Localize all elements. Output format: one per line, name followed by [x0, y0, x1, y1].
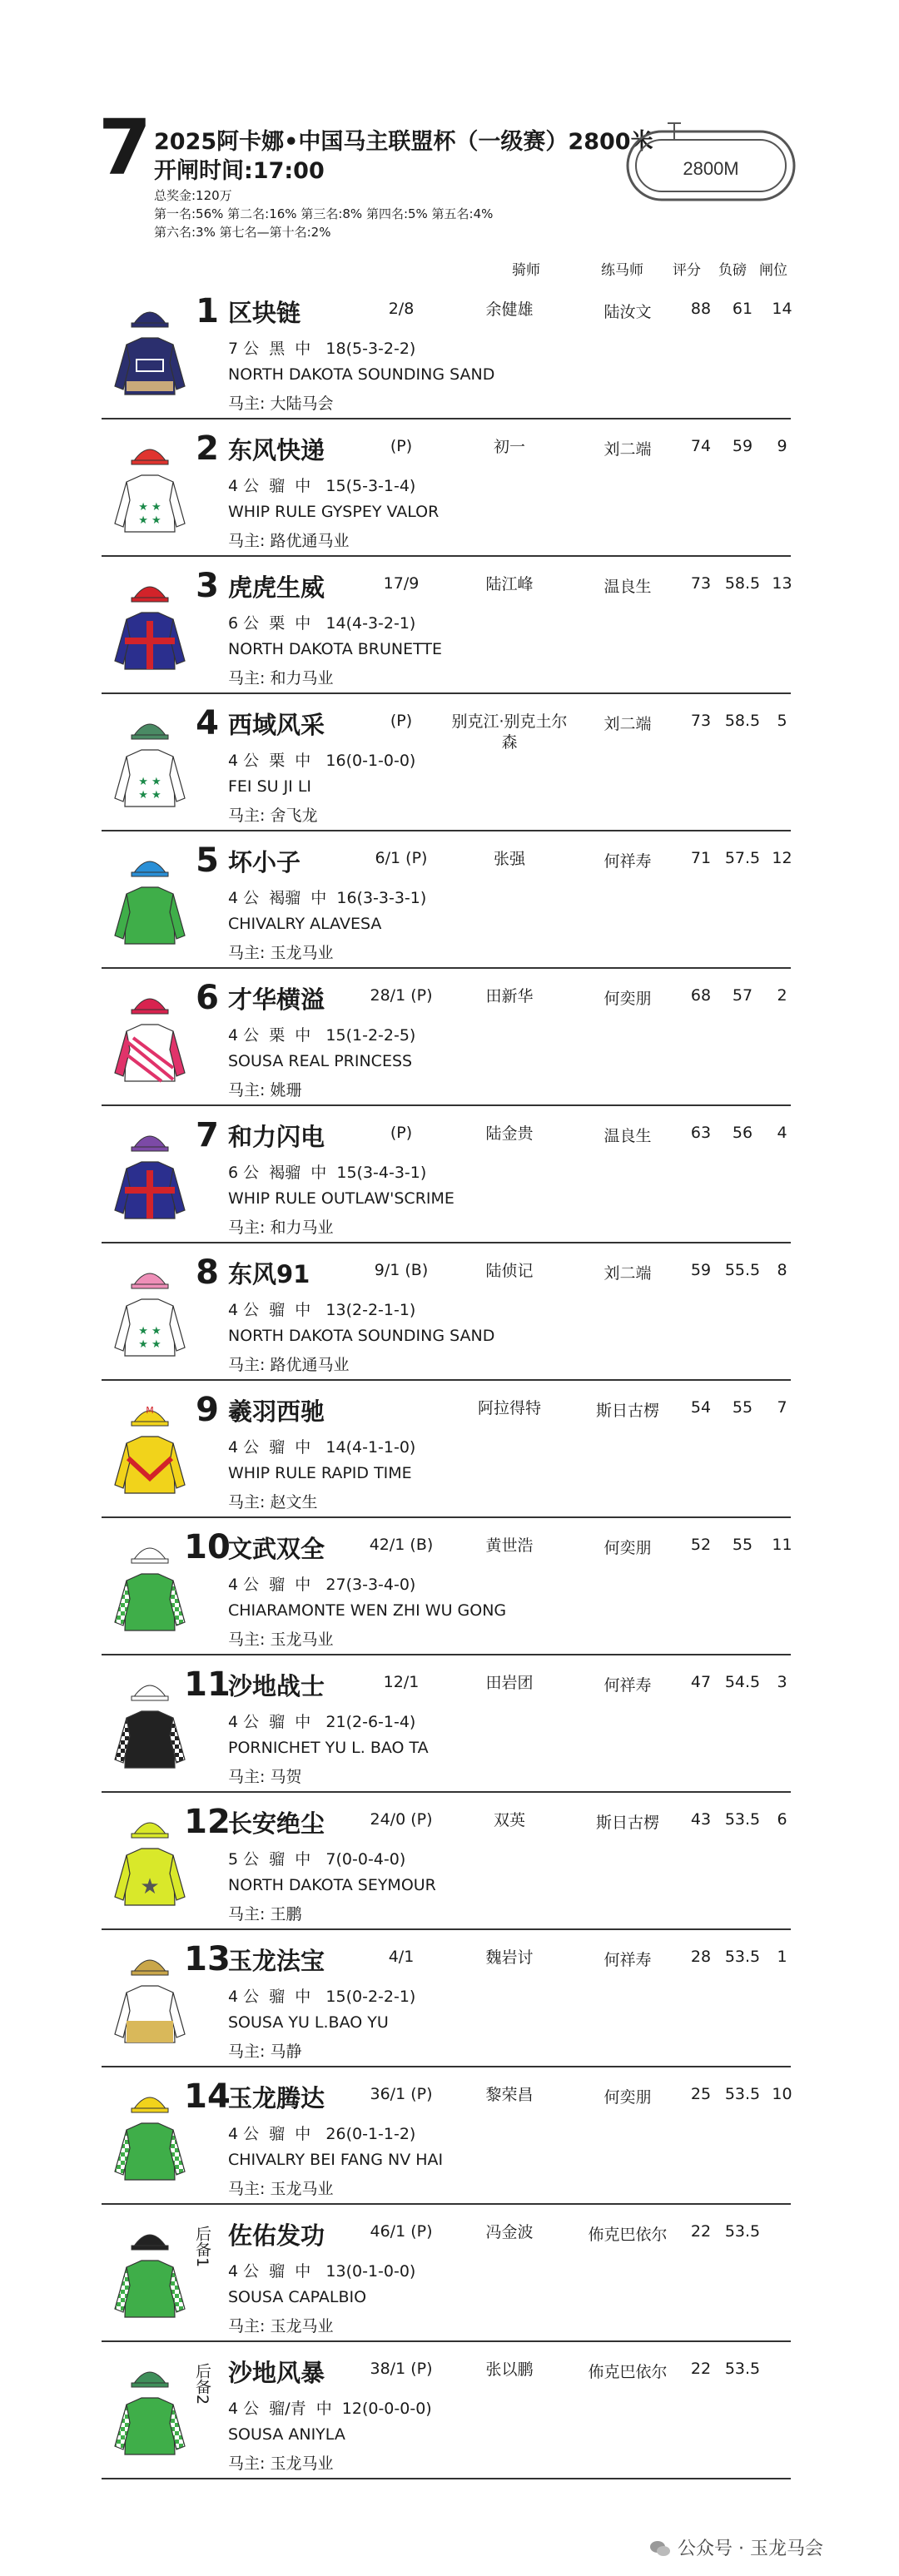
barrier-draw: 7 — [777, 1398, 787, 1417]
horse-owner: 马主: 王鹏 — [228, 1905, 302, 1923]
horse-name: 坏小子 — [228, 848, 301, 876]
runner-row — [102, 1380, 791, 1518]
horse-owner: 马主: 姚珊 — [228, 1081, 302, 1099]
wechat-icon — [649, 2540, 671, 2557]
horse-rating: 25 — [690, 2085, 712, 2103]
jockey-name: 余健雄 — [485, 300, 534, 319]
barrier-draw: 3 — [777, 1673, 787, 1691]
carried-weight: 58.5 — [724, 712, 761, 730]
jockey-name: 黄世浩 — [485, 1536, 534, 1555]
jockey-name: 田岩团 — [485, 1674, 534, 1692]
jockey-name: 魏岩讨 — [485, 1948, 534, 1967]
horse-name: 羲羽西驰 — [228, 1397, 325, 1426]
carried-weight: 58.5 — [724, 574, 761, 593]
horse-pedigree: CHIARAMONTE WEN ZHI WU GONG — [228, 1601, 507, 1620]
horse-owner: 马主: 玉龙马业 — [228, 944, 334, 962]
horse-odds: 6/1 (P) — [375, 849, 428, 867]
horse-pedigree: NORTH DAKOTA BRUNETTE — [228, 640, 443, 658]
horse-rating: 22 — [690, 2222, 712, 2241]
green-check-sleeves-silk-icon — [108, 2219, 191, 2319]
barrier-draw: 5 — [777, 712, 787, 730]
footer-credit — [649, 2534, 823, 2560]
svg-text:★ ★: ★ ★ — [138, 501, 161, 514]
horse-odds: 24/0 (P) — [370, 1810, 433, 1829]
track-diagram-icon — [616, 117, 801, 208]
horse-info: 4 公 骝 中 15(5-3-1-4) — [228, 477, 416, 495]
runner-number: 10 — [184, 1528, 231, 1566]
horse-owner: 马主: 大陆马会 — [228, 395, 334, 413]
runner-row — [102, 556, 791, 694]
svg-text:★ ★: ★ ★ — [138, 776, 161, 788]
horse-pedigree: SOUSA YU L.BAO YU — [228, 2013, 389, 2032]
horse-name: 区块链 — [228, 299, 301, 327]
barrier-draw: 13 — [772, 574, 792, 593]
horse-name: 玉龙腾达 — [228, 2084, 325, 2112]
horse-owner: 马主: 玉龙马业 — [228, 2317, 334, 2335]
barrier-draw: 2 — [777, 986, 787, 1005]
carried-weight: 59 — [732, 437, 753, 455]
horse-pedigree: SOUSA REAL PRINCESS — [228, 1052, 413, 1070]
horse-owner: 马主: 赵文生 — [228, 1493, 318, 1511]
race-title: 2025阿卡娜•中国马主联盟杯（一级赛）2800米 — [154, 129, 653, 155]
race-number: 7 — [98, 103, 152, 192]
horse-info: 4 公 骝/青 中 12(0-0-0-0) — [228, 2400, 432, 2418]
horse-rating: 22 — [690, 2360, 712, 2378]
runner-number: 13 — [184, 1940, 231, 1978]
horse-info: 4 公 褐骝 中 16(3-3-3-1) — [228, 889, 427, 907]
horse-odds: (P) — [390, 712, 413, 730]
barrier-draw: 9 — [777, 437, 787, 455]
runner-row — [102, 1792, 791, 1930]
trainer-name: 温良生 — [603, 578, 652, 596]
horse-odds: 9/1 (B) — [374, 1261, 429, 1279]
jockey-name: 黎荣昌 — [485, 2086, 534, 2104]
runner-row — [102, 2204, 791, 2342]
jockey-name: 别克江·别克土尔森 — [451, 712, 568, 752]
horse-name: 西域风采 — [228, 711, 325, 739]
barrier-draw: 14 — [772, 300, 792, 318]
svg-text:M: M — [146, 1405, 154, 1416]
trainer-name: 刘二端 — [603, 440, 652, 459]
column-trainer: 练马师 — [601, 262, 643, 279]
jockey-name: 田新华 — [485, 987, 534, 1005]
horse-pedigree: NORTH DAKOTA SOUNDING SAND — [228, 1327, 495, 1345]
trainer-name: 佈克巴依尔 — [588, 2226, 668, 2244]
horse-pedigree: WHIP RULE GYSPEY VALOR — [228, 503, 440, 521]
horse-rating: 59 — [690, 1261, 712, 1279]
runner-number: 9 — [196, 1391, 219, 1429]
horse-owner: 马主: 路优通马业 — [228, 1356, 350, 1374]
green-check-sleeves-silk-icon — [108, 2356, 191, 2456]
horse-rating: 74 — [690, 437, 712, 455]
runner-row — [102, 419, 791, 557]
runner-number: 6 — [196, 979, 219, 1017]
column-jockey: 骑师 — [512, 262, 540, 279]
jockey-name: 陆金贵 — [485, 1124, 534, 1143]
horse-owner: 马主: 和力马业 — [228, 1219, 334, 1237]
horse-info: 6 公 褐骝 中 15(3-4-3-1) — [228, 1164, 427, 1182]
horse-pedigree: FEI SU JI LI — [228, 777, 312, 796]
track-distance-label: 2800M — [683, 158, 739, 179]
horse-info: 4 公 骝 中 26(0-1-1-2) — [228, 2125, 416, 2143]
horse-name: 虎虎生威 — [228, 573, 325, 602]
trainer-name: 何祥寿 — [603, 1951, 652, 1969]
horse-owner: 马主: 马贺 — [228, 1768, 302, 1786]
carried-weight: 53.5 — [724, 2360, 761, 2378]
runner-number: 1 — [196, 292, 219, 330]
prize-split-2: 第六名:3% 第七名—第十名:2% — [154, 225, 331, 240]
horse-rating: 73 — [690, 574, 712, 593]
jockey-name: 初一 — [493, 438, 525, 456]
reserve-label: 后备1 — [193, 2226, 211, 2268]
runner-row — [102, 831, 791, 969]
carried-weight: 53.5 — [724, 1948, 761, 1966]
trainer-name: 佈克巴依尔 — [588, 2363, 668, 2381]
horse-pedigree: CHIVALRY ALAVESA — [228, 915, 382, 933]
jockey-name: 双英 — [493, 1811, 525, 1829]
horse-name: 沙地战士 — [228, 1672, 325, 1700]
barrier-draw: 12 — [772, 849, 792, 867]
trainer-name: 何奕朋 — [603, 990, 652, 1008]
horse-rating: 71 — [690, 849, 712, 867]
barrier-draw: 4 — [777, 1124, 787, 1142]
jockey-name: 张强 — [493, 850, 525, 868]
horse-info: 4 公 栗 中 15(1-2-2-5) — [228, 1026, 416, 1045]
carried-weight: 53.5 — [724, 2085, 761, 2103]
race-header — [0, 0, 899, 258]
horse-info: 4 公 栗 中 16(0-1-0-0) — [228, 752, 416, 770]
trainer-name: 温良生 — [603, 1127, 652, 1145]
runner-number: 7 — [196, 1116, 219, 1154]
column-rating: 评分 — [673, 262, 701, 279]
runner-number: 11 — [184, 1665, 231, 1704]
horse-pedigree: WHIP RULE RAPID TIME — [228, 1464, 412, 1482]
horse-owner: 马主: 舍飞龙 — [228, 807, 318, 825]
horse-pedigree: NORTH DAKOTA SEYMOUR — [228, 1876, 436, 1894]
horse-name: 才华横溢 — [228, 985, 325, 1014]
runner-row — [102, 2067, 791, 2205]
svg-text:★ ★: ★ ★ — [138, 514, 161, 527]
runner-row — [102, 1655, 791, 1793]
horse-owner: 马主: 路优通马业 — [228, 532, 350, 550]
runner-number: 8 — [196, 1253, 219, 1292]
carried-weight: 53.5 — [724, 2222, 761, 2241]
horse-info: 7 公 黑 中 18(5-3-2-2) — [228, 340, 416, 358]
horse-info: 4 公 骝 中 13(0-1-0-0) — [228, 2262, 416, 2281]
trainer-name: 何祥寿 — [603, 852, 652, 871]
runner-row — [102, 968, 791, 1106]
carried-weight: 56 — [732, 1124, 753, 1142]
runner-row — [102, 1929, 791, 2067]
horse-odds: 36/1 (P) — [370, 2085, 433, 2103]
horse-pedigree: SOUSA ANIYLA — [228, 2425, 345, 2444]
runner-number: 12 — [184, 1803, 231, 1841]
runner-row — [102, 693, 791, 831]
prize-total: 总奖金:120万 — [154, 188, 232, 203]
carried-weight: 57.5 — [724, 849, 761, 867]
barrier-draw: 11 — [772, 1536, 792, 1554]
trainer-name: 何奕朋 — [603, 1539, 652, 1557]
horse-info: 4 公 骝 中 27(3-3-4-0) — [228, 1576, 416, 1594]
horse-odds: 17/9 — [383, 574, 420, 593]
carried-weight: 53.5 — [724, 1810, 761, 1829]
barrier-draw: 8 — [777, 1261, 787, 1279]
column-weight: 负磅 — [718, 262, 747, 279]
jockey-name: 阿拉得特 — [477, 1399, 541, 1417]
horse-pedigree: WHIP RULE OUTLAW'SCRIME — [228, 1189, 454, 1208]
horse-name: 沙地风暴 — [228, 2359, 325, 2387]
horse-name: 东风快递 — [228, 436, 325, 464]
trainer-name: 刘二端 — [603, 1264, 652, 1283]
carried-weight: 55 — [732, 1536, 753, 1554]
runner-number: 2 — [196, 429, 219, 468]
horse-info: 4 公 骝 中 14(4-1-1-0) — [228, 1438, 416, 1457]
horse-owner: 马主: 和力马业 — [228, 669, 334, 687]
horse-odds: 42/1 (B) — [369, 1536, 434, 1554]
horse-owner: 马主: 玉龙马业 — [228, 2180, 334, 2198]
horse-name: 长安绝尘 — [228, 1809, 325, 1838]
horse-odds: (P) — [390, 437, 413, 455]
horse-pedigree: PORNICHET YU L. BAO TA — [228, 1739, 429, 1757]
runner-row — [102, 2341, 791, 2479]
horse-odds: 12/1 — [383, 1673, 420, 1691]
horse-pedigree: SOUSA CAPALBIO — [228, 2288, 367, 2306]
horse-name: 玉龙法宝 — [228, 1947, 325, 1975]
runner-number: 3 — [196, 567, 219, 605]
prize-split-1: 第一名:56% 第二名:16% 第三名:8% 第四名:5% 第五名:4% — [154, 206, 494, 221]
horse-rating: 88 — [690, 300, 712, 318]
horse-name: 文武双全 — [228, 1535, 325, 1563]
trainer-name: 刘二端 — [603, 715, 652, 733]
svg-text:★ ★: ★ ★ — [138, 789, 161, 802]
horse-info: 4 公 骝 中 15(0-2-2-1) — [228, 1988, 416, 2006]
horse-info: 4 公 骝 中 21(2-6-1-4) — [228, 1713, 416, 1731]
horse-name: 和力闪电 — [228, 1123, 325, 1151]
horse-odds: 38/1 (P) — [370, 2360, 433, 2378]
horse-rating: 43 — [690, 1810, 712, 1829]
jockey-name: 陆侦记 — [485, 1262, 534, 1280]
runner-number: 4 — [196, 704, 219, 742]
runner-number: 14 — [184, 2077, 231, 2116]
trainer-name: 斯日古楞 — [595, 1814, 659, 1832]
carried-weight: 61 — [732, 300, 753, 318]
jockey-name: 张以鹏 — [485, 2360, 534, 2379]
runner-row — [102, 281, 791, 419]
jockey-name: 冯金波 — [485, 2223, 534, 2241]
carried-weight: 55.5 — [724, 1261, 761, 1279]
horse-info: 5 公 骝 中 7(0-0-4-0) — [228, 1850, 406, 1869]
barrier-draw: 10 — [772, 2085, 792, 2103]
horse-owner: 马主: 玉龙马业 — [228, 1630, 334, 1649]
horse-rating: 63 — [690, 1124, 712, 1142]
horse-pedigree: CHIVALRY BEI FANG NV HAI — [228, 2151, 444, 2169]
jockey-name: 陆江峰 — [485, 575, 534, 593]
runner-row — [102, 1517, 791, 1655]
trainer-name: 何祥寿 — [603, 1676, 652, 1695]
svg-text:★ ★: ★ ★ — [138, 1338, 161, 1351]
horse-odds: 2/8 — [388, 300, 415, 318]
svg-text:★ ★: ★ ★ — [138, 1325, 161, 1338]
horse-rating: 68 — [690, 986, 712, 1005]
runner-row — [102, 1243, 791, 1381]
carried-weight: 54.5 — [724, 1673, 761, 1691]
horse-rating: 47 — [690, 1673, 712, 1691]
horse-name: 东风91 — [228, 1260, 310, 1288]
trainer-name: 何奕朋 — [603, 2088, 652, 2107]
trainer-name: 斯日古楞 — [595, 1402, 659, 1420]
horse-odds: 4/1 — [388, 1948, 415, 1966]
runner-row — [102, 1105, 791, 1243]
horse-info: 4 公 骝 中 13(2-2-1-1) — [228, 1301, 416, 1319]
race-start-time: 开闸时间:17:00 — [154, 158, 325, 184]
barrier-draw: 6 — [777, 1810, 787, 1829]
horse-odds: (P) — [390, 1124, 413, 1142]
horse-rating: 73 — [690, 712, 712, 730]
horse-owner: 马主: 玉龙马业 — [228, 2454, 334, 2473]
horse-rating: 54 — [690, 1398, 712, 1417]
horse-info: 6 公 栗 中 14(4-3-2-1) — [228, 614, 416, 633]
column-draw: 闸位 — [759, 262, 787, 279]
footer-text: 公众号 · 玉龙马会 — [678, 2539, 823, 2559]
horse-rating: 52 — [690, 1536, 712, 1554]
horse-odds: 46/1 (P) — [370, 2222, 433, 2241]
runner-number: 5 — [196, 841, 219, 880]
horse-name: 佐佑发功 — [228, 2221, 325, 2250]
barrier-draw: 1 — [777, 1948, 787, 1966]
carried-weight: 57 — [732, 986, 753, 1005]
horse-owner: 马主: 马静 — [228, 2042, 302, 2061]
svg-text:★: ★ — [140, 1874, 160, 1899]
horse-rating: 28 — [690, 1948, 712, 1966]
reserve-label: 后备2 — [193, 2363, 211, 2405]
horse-pedigree: NORTH DAKOTA SOUNDING SAND — [228, 365, 495, 384]
trainer-name: 陆汝文 — [603, 303, 652, 321]
carried-weight: 55 — [732, 1398, 753, 1417]
horse-odds: 28/1 (P) — [370, 986, 433, 1005]
